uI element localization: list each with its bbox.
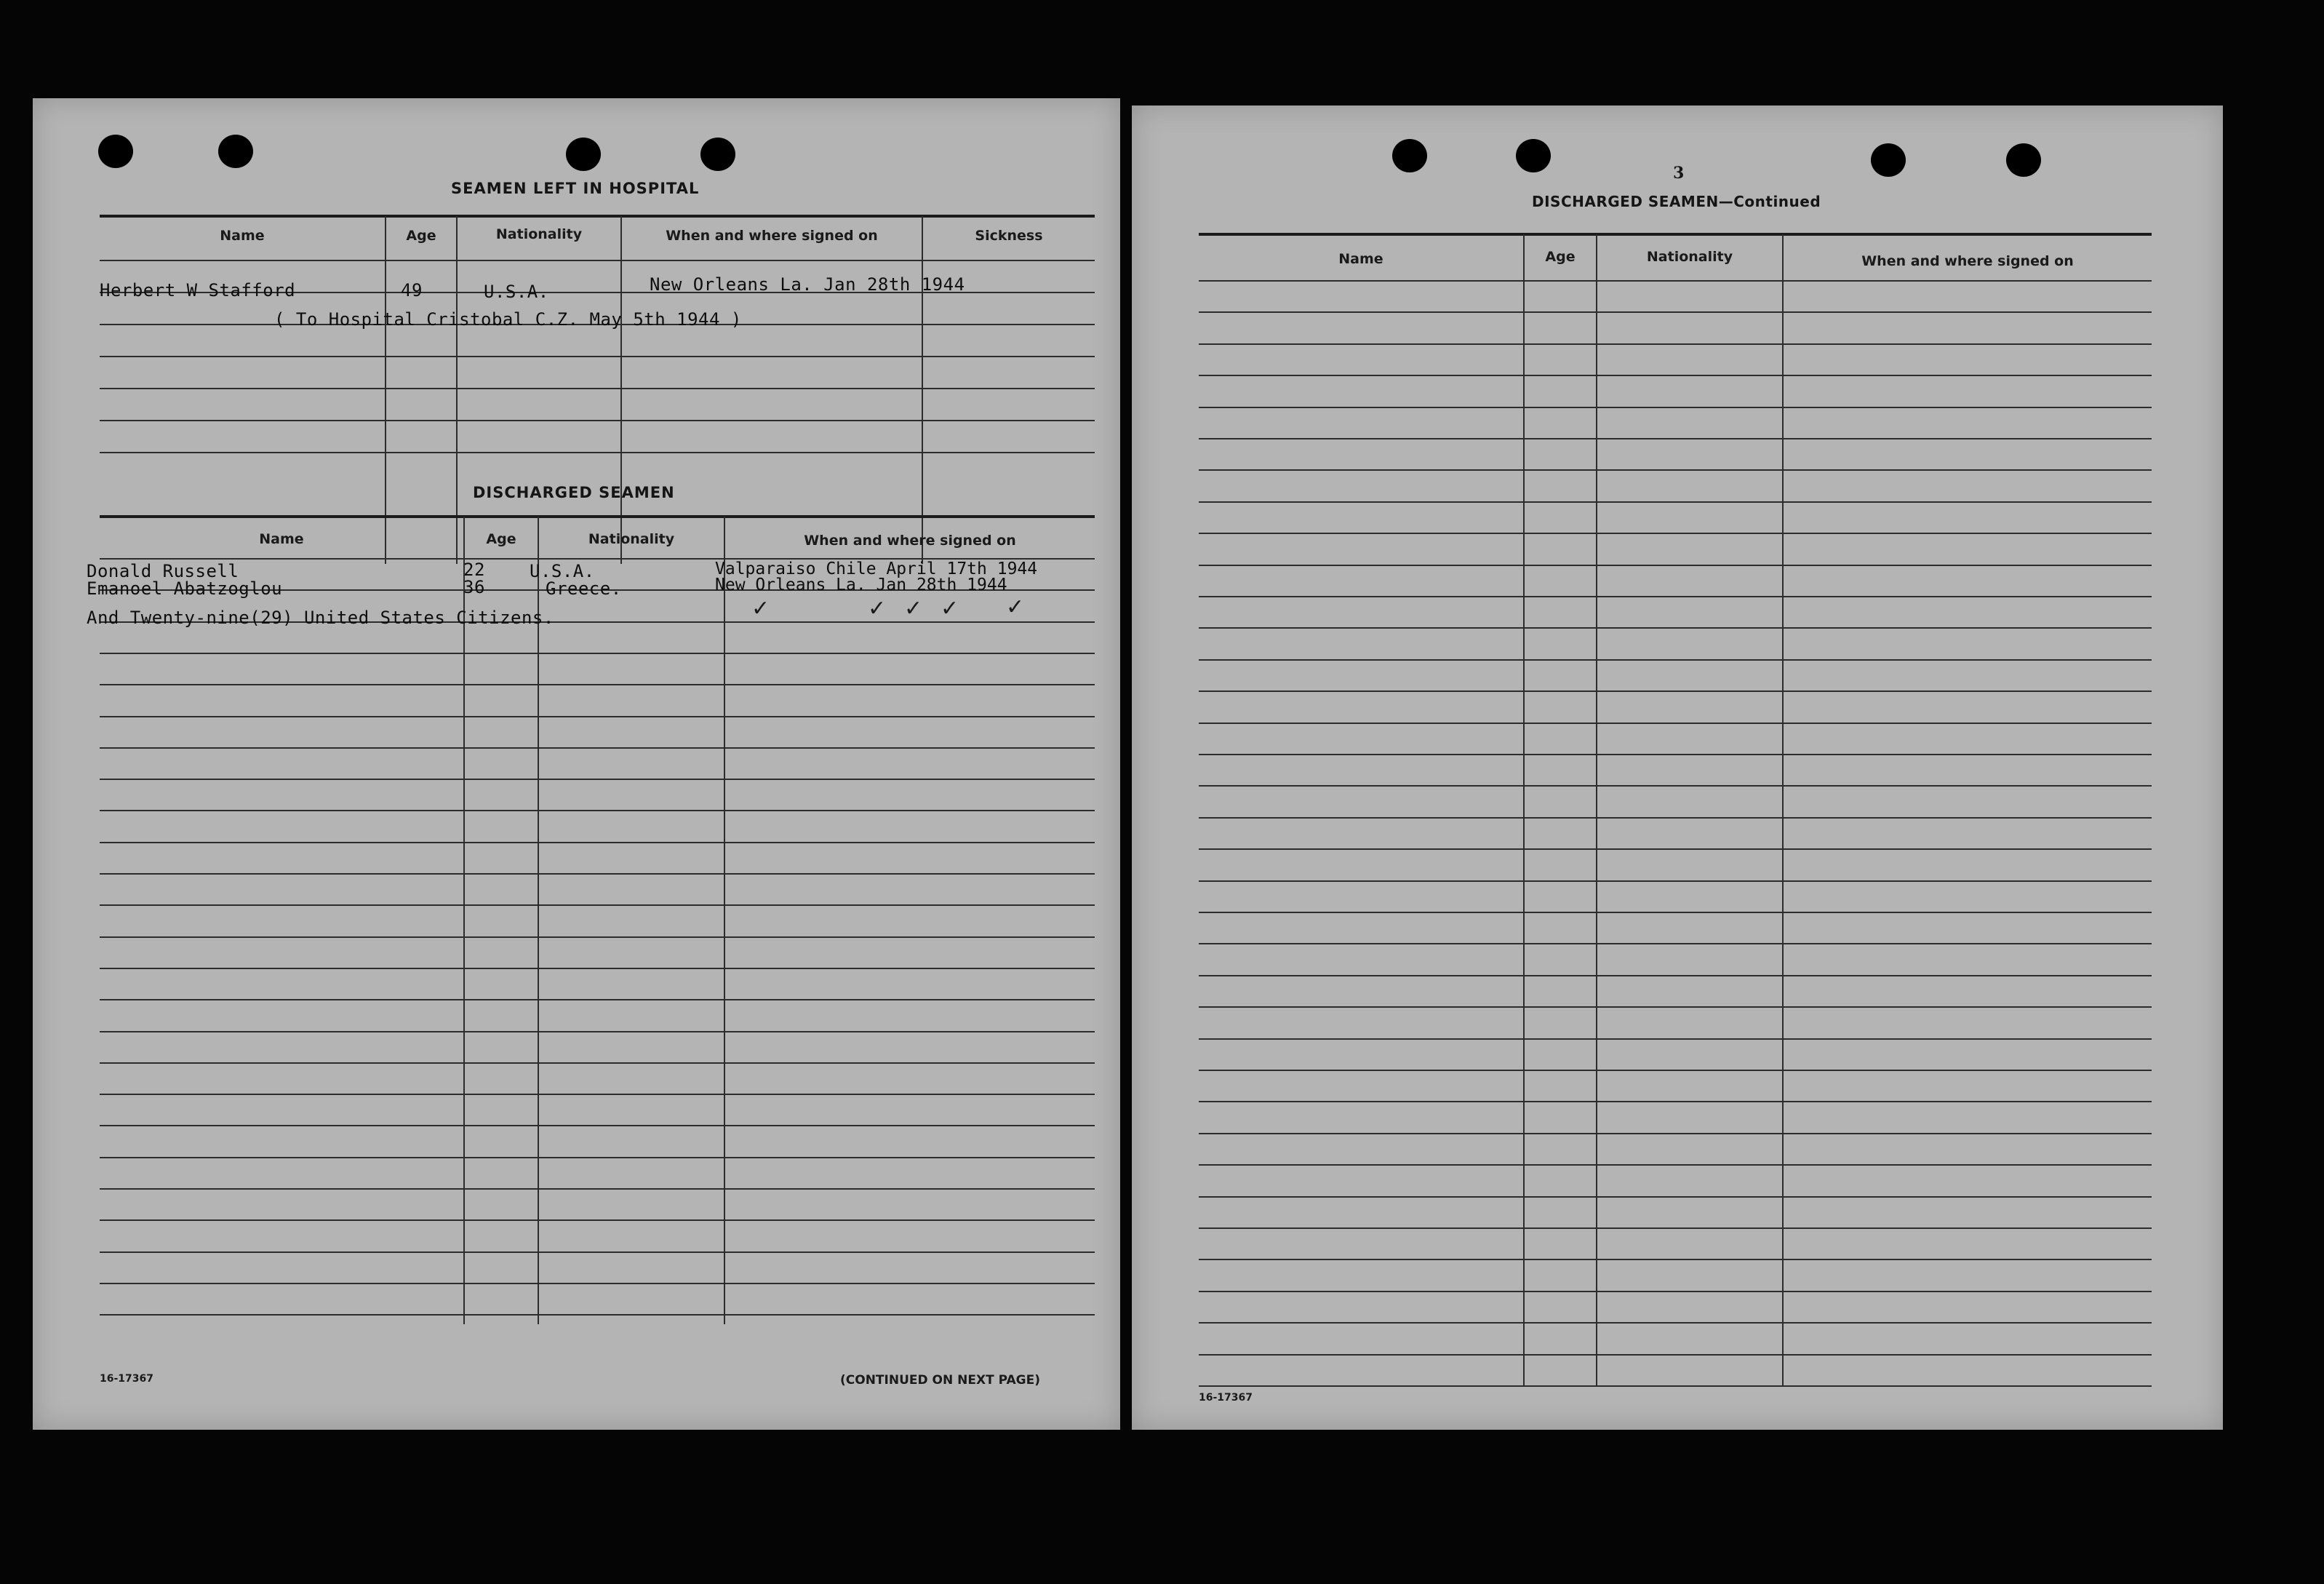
column-divider [538, 517, 539, 1324]
discharged-signed-on: New Orleans La. Jan 28th 1944 [715, 576, 1007, 594]
discharged-col-name: Name [259, 531, 304, 547]
row-rule [1199, 659, 2152, 661]
column-divider [456, 216, 458, 564]
column-divider [385, 216, 386, 564]
continued-col-age: Age [1545, 249, 1576, 265]
hospital-col-sickness: Sickness [975, 228, 1043, 244]
row-rule [1199, 1291, 2152, 1292]
continued-col-nationality: Nationality [1646, 249, 1733, 265]
row-rule [1199, 280, 2152, 282]
right-form-page [1132, 106, 2223, 1430]
row-rule [1199, 754, 2152, 755]
row-rule [100, 904, 1095, 906]
check-mark: ✓ [904, 596, 923, 621]
continued-section-title: DISCHARGED SEAMEN—Continued [1532, 193, 1821, 210]
row-rule [100, 968, 1095, 969]
discharged-age: 22 [463, 560, 485, 580]
discharged-col-signed-on: When and where signed on [804, 533, 1016, 549]
row-rule [100, 779, 1095, 780]
column-divider [724, 517, 725, 1324]
row-rule [1199, 723, 2152, 724]
row-rule [1199, 343, 2152, 345]
row-rule [100, 873, 1095, 875]
row-rule [1199, 1322, 2152, 1324]
continued-note: (CONTINUED ON NEXT PAGE) [840, 1373, 1040, 1388]
punch-hole [1516, 139, 1551, 172]
row-rule [1199, 1006, 2152, 1008]
discharged-signed-on: Valparaiso Chile April 17th 1944 [715, 560, 1038, 578]
row-rule [100, 1094, 1095, 1095]
rule [100, 515, 1095, 518]
row-rule [100, 1283, 1095, 1284]
row-rule [1199, 817, 2152, 819]
punch-hole [218, 135, 253, 168]
hospital-note: ( To Hospital Cristobal C.Z. May 5th 1944 ) [274, 309, 742, 330]
hospital-section-title: SEAMEN LEFT IN HOSPITAL [451, 180, 700, 197]
left-form-page [33, 98, 1120, 1430]
hospital-col-signed-on: When and where signed on [666, 228, 878, 244]
form-number: 16-17367 [1199, 1392, 1253, 1404]
row-rule [1199, 880, 2152, 882]
row-rule [1199, 1196, 2152, 1198]
hospital-nationality: U.S.A. [484, 282, 549, 302]
row-rule [1199, 912, 2152, 913]
row-rule [1199, 311, 2152, 313]
row-rule [1199, 975, 2152, 976]
discharged-age: 36 [463, 577, 485, 597]
hospital-signed-on: New Orleans La. Jan 28th 1944 [650, 274, 965, 295]
discharged-section-title: DISCHARGED SEAMEN [473, 484, 675, 501]
punch-hole [566, 138, 601, 171]
row-rule [100, 716, 1095, 717]
row-rule [1199, 596, 2152, 597]
page-number: 3 [1673, 164, 1685, 183]
hospital-col-age: Age [406, 228, 436, 244]
row-rule [1199, 1133, 2152, 1134]
check-mark: ✓ [751, 596, 770, 621]
row-rule [1199, 1227, 2152, 1229]
form-number: 16-17367 [100, 1373, 153, 1385]
discharged-name: Donald Russell [87, 561, 239, 581]
discharged-name: Emanoel Abatzoglou [87, 578, 283, 599]
punch-hole [700, 138, 735, 171]
row-rule [1199, 1354, 2152, 1356]
row-rule [1199, 469, 2152, 471]
row-rule [1199, 1038, 2152, 1040]
column-divider [463, 517, 465, 1324]
row-rule [100, 1125, 1095, 1126]
rule [100, 215, 1095, 218]
hospital-name: Herbert W Stafford [100, 280, 296, 301]
row-rule [100, 1219, 1095, 1221]
row-rule [1199, 785, 2152, 787]
row-rule [100, 260, 1095, 261]
row-rule [1199, 565, 2152, 566]
row-rule [1199, 627, 2152, 629]
row-rule [100, 684, 1095, 685]
discharged-nationality: Greece. [546, 578, 622, 599]
row-rule [1199, 1164, 2152, 1166]
discharged-col-age: Age [486, 531, 516, 547]
continued-col-signed-on: When and where signed on [1861, 253, 2074, 269]
hospital-age: 49 [401, 280, 423, 301]
row-rule [100, 452, 1095, 453]
punch-hole [98, 135, 133, 168]
row-rule [100, 653, 1095, 654]
row-rule [100, 1062, 1095, 1064]
row-rule [1199, 1385, 2152, 1387]
row-rule [100, 999, 1095, 1000]
hospital-col-nationality: Nationality [495, 226, 583, 242]
row-rule [100, 388, 1095, 389]
discharged-nationality: U.S.A. [530, 561, 595, 581]
row-rule [100, 1188, 1095, 1190]
discharged-col-nationality: Nationality [588, 531, 675, 547]
row-rule [1199, 407, 2152, 408]
discharged-summary: And Twenty-nine(29) United States Citizens. [87, 608, 554, 628]
row-rule [1199, 848, 2152, 850]
row-rule [100, 1251, 1095, 1253]
row-rule [100, 420, 1095, 421]
row-rule [100, 356, 1095, 357]
rule [1199, 233, 2152, 236]
row-rule [100, 842, 1095, 843]
row-rule [1199, 1070, 2152, 1071]
punch-hole [1392, 139, 1427, 172]
check-mark: ✓ [1006, 594, 1025, 620]
row-rule [100, 747, 1095, 749]
punch-hole [1871, 143, 1906, 177]
row-rule [1199, 438, 2152, 439]
row-rule [1199, 375, 2152, 376]
row-rule [100, 1314, 1095, 1316]
column-divider [922, 216, 923, 564]
row-rule [1199, 1101, 2152, 1102]
punch-hole [2006, 143, 2041, 177]
row-rule [100, 1157, 1095, 1158]
row-rule [1199, 1259, 2152, 1260]
row-rule [1199, 943, 2152, 944]
continued-col-name: Name [1338, 251, 1383, 267]
row-rule [100, 1031, 1095, 1032]
row-rule [1199, 533, 2152, 534]
row-rule [1199, 690, 2152, 692]
check-mark: ✓ [868, 596, 887, 621]
row-rule [1199, 501, 2152, 503]
check-mark: ✓ [941, 596, 959, 621]
column-divider [620, 216, 622, 564]
row-rule [100, 810, 1095, 811]
hospital-col-name: Name [220, 228, 265, 244]
row-rule [100, 936, 1095, 938]
